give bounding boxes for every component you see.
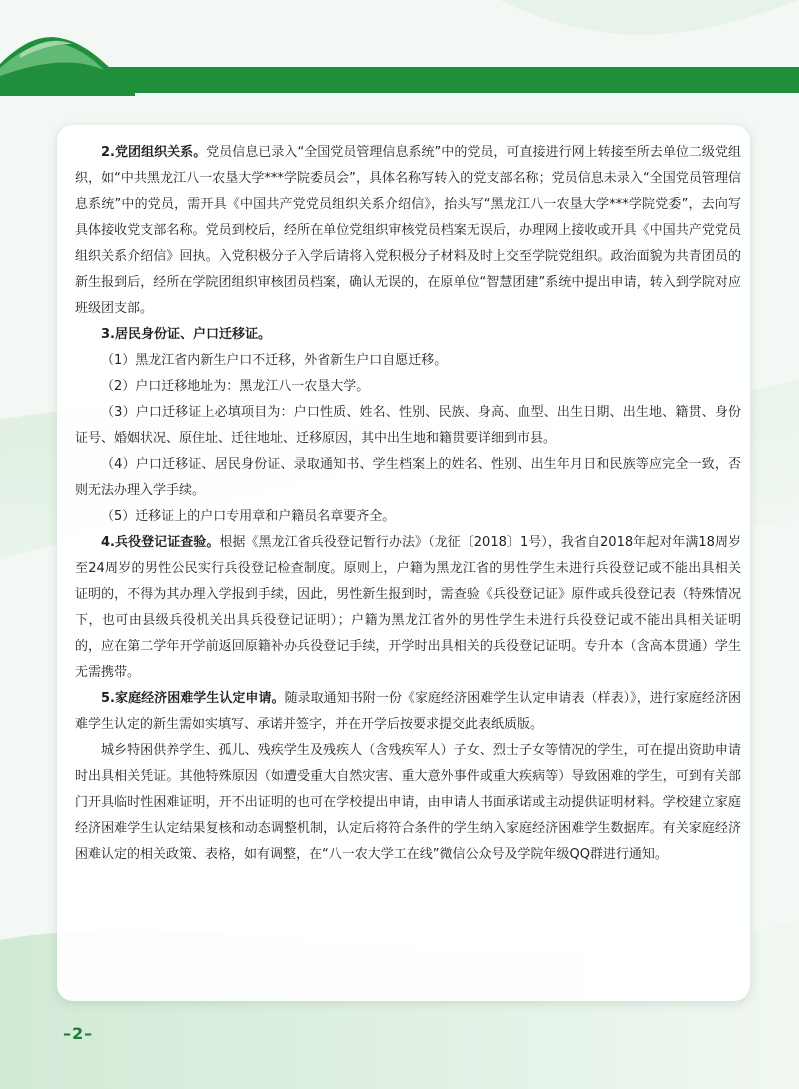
section-3-item-5: （5）迁移证上的户口专用章和户籍员名章要齐全。 (101, 509, 396, 524)
section-5-para-2: 城乡特困供养学生、孤儿、残疾学生及残疾人（含残疾军人）子女、烈士子女等情况的学生，可在提出资助申请时出具相关凭证。其他特殊原因（如遭受重大自然灾害、重大意外事件或重大疾病等）导致困难的学生，可到有关部门开具临时性困难证明，开不出证明的也可在学校提出申请，由申请人书面承诺或主动提供证明材料。学校建立家庭经济困难学生认定结果复核和动态调整机制，认定后将符合条件的学生纳入家庭经济困难学生数据库。有关家庭经济困难认定的相关政策、表格，如有调整，在“八一农大学工在线”微信公众号及学院年级QQ群进行通知。 (75, 743, 741, 862)
page-number: –2– (63, 1024, 94, 1043)
section-3-heading: 3.居民身份证、户口迁移证。 (101, 327, 271, 342)
section-3-item-1: （1）黑龙江省内新生户口不迁移，外省新生户口自愿迁移。 (101, 353, 448, 368)
mountain-logo-decoration (0, 24, 135, 96)
section-5-para-1: 5.家庭经济困难学生认定申请。随录取通知书附一份《家庭经济困难学生认定申请表（样表）》，进行家庭经济困难学生认定的新生需如实填写、承诺并签字，并在开学后按要求提交此表纸质版。 (75, 691, 741, 732)
document-body (75, 140, 741, 868)
section-4-para-1: 4.兵役登记证查验。根据《黑龙江省兵役登记暂行办法》（龙征〔2018〕1号），我省自2018年起对年满18周岁至24周岁的男性公民实行兵役登记检查制度。原则上，户籍为黑龙江省的男性学生未进行兵役登记或不能出具相关证明的，不得为其办理入学报到手续，因此，男性新生报到时，需查验《兵役登记证》原件或兵役登记表（特殊情况下，也可由县级兵役机关出具兵役登记证明）；户籍为黑龙江省外的男性学生未进行兵役登记或不能出具相关证明的，应在第二学年开学前返回原籍补办兵役登记手续，开学时出具相关的兵役登记证明。专升本（含高本贯通）学生无需携带。 (75, 535, 742, 680)
header-bar (100, 67, 799, 93)
section-3-item-4: （4）户口迁移证、居民身份证、录取通知书、学生档案上的姓名、性别、出生年月日和民族等应完全一致，否则无法办理入学手续。 (75, 457, 741, 498)
section-2-para-1: 2.党团组织关系。党员信息已录入“全国党员管理信息系统”中的党员，可直接进行网上转接至所去单位二级党组织，如“中共黑龙江八一农垦大学***学院委员会”，具体名称写转入的党支部名称；党员信息未录入“全国党员管理信息系统”中的党员，需开具《中国共产党党员组织关系介绍信》，抬头写“黑龙江八一农垦大学***学院党委”，去向写具体接收党支部名称。党员到校后，经所在单位党组织审核党员档案无误后，办理网上接收或开具《中国共产党党员组织关系介绍信》回执。入党积极分子入学后请将入党积极分子材料及时上交至学院党组织。政治面貌为共青团员的新生报到后，经所在学院团组织审核团员档案，确认无误的，在原单位“智慧团建”系统中提出申请，转入到学院对应班级团支部。 (75, 145, 741, 316)
section-3-item-2: （2）户口迁移地址为：黑龙江八一农垦大学。 (101, 379, 370, 394)
section-3-item-3: （3）户口迁移证上必填项目为：户口性质、姓名、性别、民族、身高、血型、出生日期、出生地、籍贯、身份证号、婚姻状况、原住址、迁往地址、迁移原因，其中出生地和籍贯要详细到市县。 (75, 405, 741, 446)
